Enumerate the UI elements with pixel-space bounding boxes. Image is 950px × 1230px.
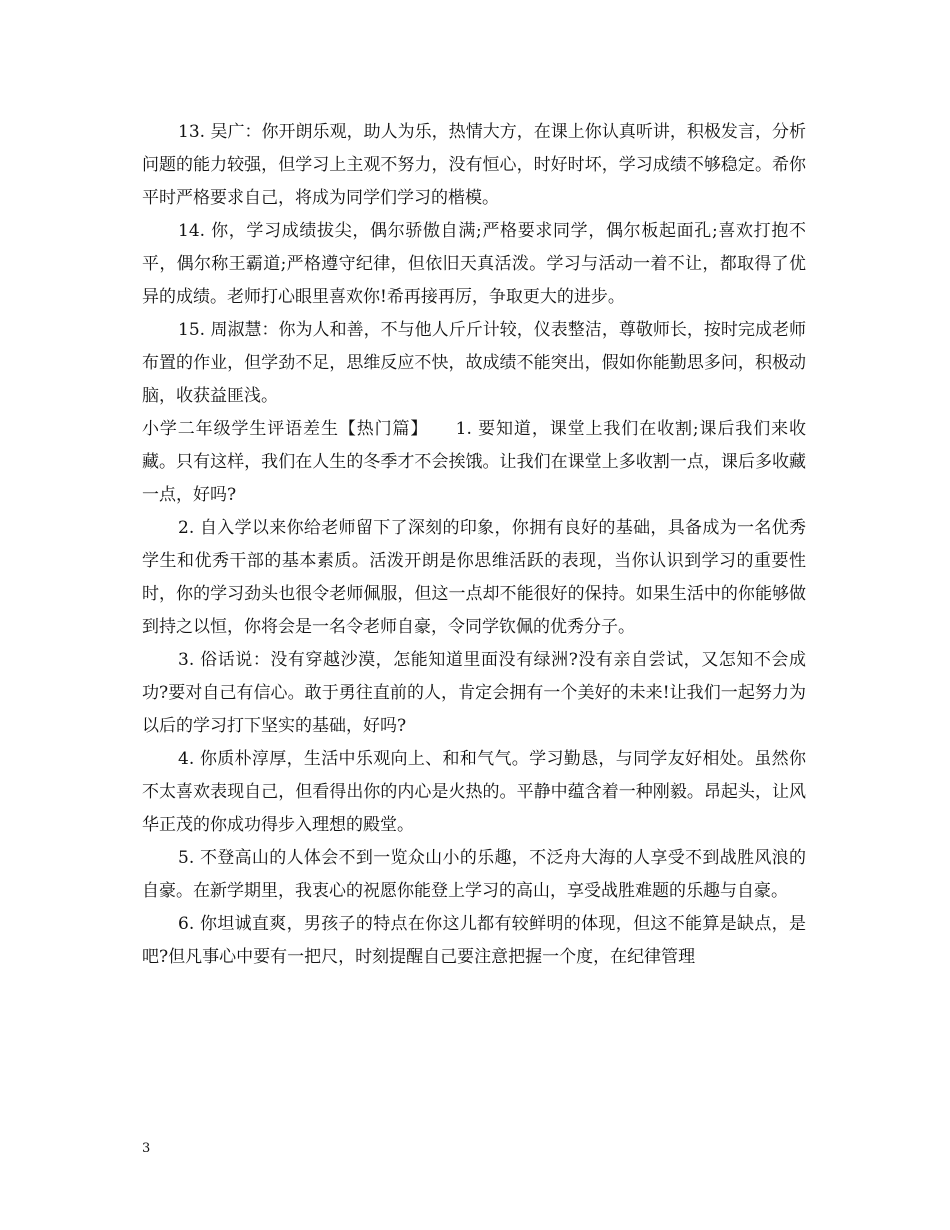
paragraph-3: 3. 俗话说：没有穿越沙漠，怎能知道里面没有绿洲?没有亲自尝试，又怎知不会成功?要对自己有信心。敢于勇往直前的人，肯定会拥有一个美好的未来!让我们一起努力为以后的学习打下坚实的基础，好吗? <box>142 650 806 736</box>
paragraph-2: 2. 自入学以来你给老师留下了深刻的印象，你拥有良好的基础，具备成为一名优秀学生和优秀干部的基本素质。活泼开朗是你思维活跃的表现，当你认识到学习的重要性时，你的学习劲头也很令老师佩服，但这一点却不能很好的保持。如果生活中的你能够做到持之以恒，你将会是一名令老师自豪，令同学钦佩的优秀分子。 <box>142 518 806 637</box>
paragraph-15: 15. 周淑慧：你为人和善，不与他人斤斤计较，仪表整洁，尊敬师长，按时完成老师布置的作业，但学劲不足，思维反应不快，故成绩不能突出，假如你能勤思多问，积极动脑，收获益匪浅。 <box>142 320 806 406</box>
document-body <box>142 116 806 974</box>
paragraph-6: 6. 你坦诚直爽，男孩子的特点在你这儿都有较鲜明的体现，但这不能算是缺点，是吧?但凡事心中要有一把尺，时刻提醒自己要注意把握一个度，在纪律管理 <box>142 914 806 967</box>
paragraph-4: 4. 你质朴淳厚，生活中乐观向上、和和气气。学习勤恳，与同学友好相处。虽然你不太喜欢表现自己，但看得出你的内心是火热的。平静中蕴含着一种刚毅。昂起头，让风华正茂的你成功得步入理想的殿堂。 <box>142 749 806 835</box>
paragraph-13: 13. 吴广：你开朗乐观，助人为乐，热情大方，在课上你认真听讲，积极发言，分析问题的能力较强，但学习上主观不努力，没有恒心，时好时坏，学习成绩不够稳定。希你平时严格要求自己，将成为同学们学习的楷模。 <box>142 122 806 208</box>
section-heading-paragraph: 小学二年级学生评语差生【热门篇】 1. 要知道，课堂上我们在收割;课后我们来收藏。只有这样，我们在人生的冬季才不会挨饿。让我们在课堂上多收割一点，课后多收藏一点，好吗? <box>142 419 806 505</box>
page-number: 3 <box>142 1141 151 1156</box>
paragraph-14: 14. 你，学习成绩拔尖，偶尔骄傲自满;严格要求同学，偶尔板起面孔;喜欢打抱不平，偶尔称王霸道;严格遵守纪律，但依旧天真活泼。学习与活动一着不让，都取得了优异的成绩。老师打心眼里喜欢你!希再接再厉，争取更大的进步。 <box>142 221 806 307</box>
paragraph-5: 5. 不登高山的人体会不到一览众山小的乐趣，不泛舟大海的人享受不到战胜风浪的自豪。在新学期里，我衷心的祝愿你能登上学习的高山，享受战胜难题的乐趣与自豪。 <box>142 848 806 901</box>
